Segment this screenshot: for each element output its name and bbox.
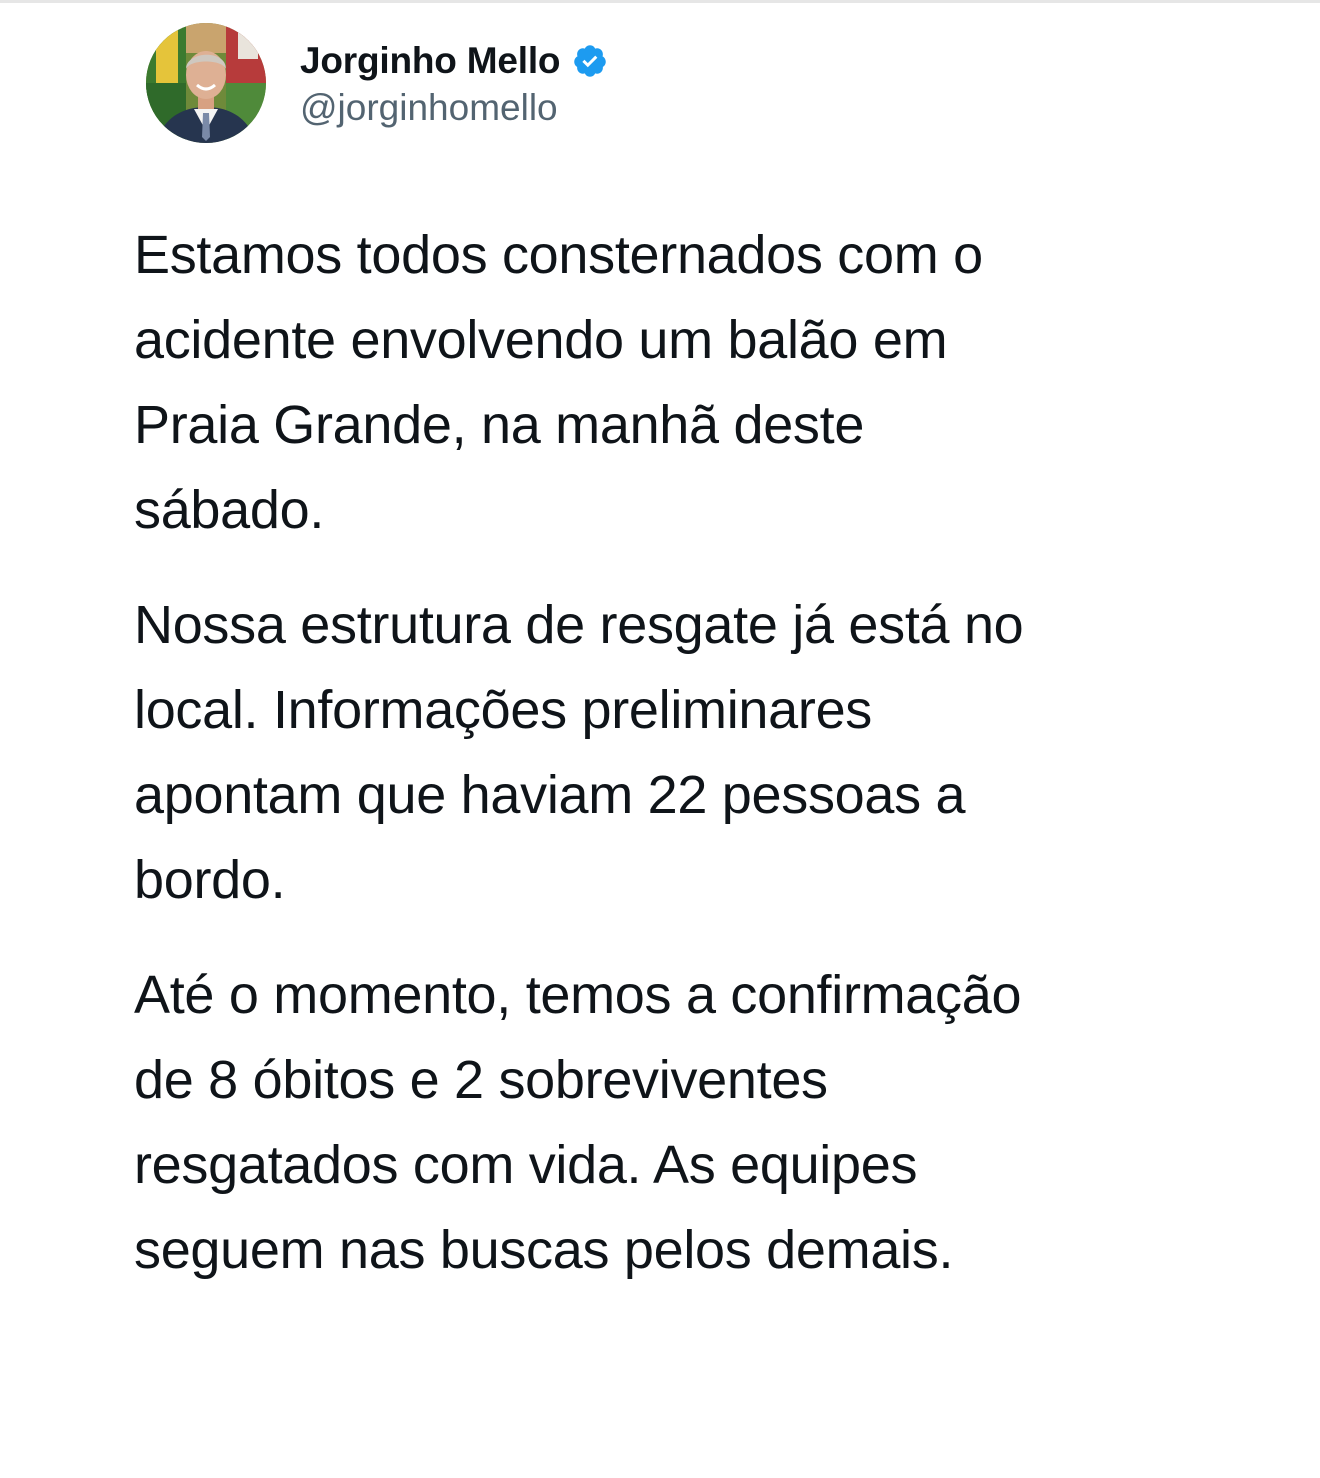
text-line: acidente envolvendo um balão em [134,310,948,370]
text-line: Estamos todos consternados com o [134,225,983,285]
text-line: Praia Grande, na manhã deste [134,395,865,455]
text-line: sábado. [134,480,325,540]
text-line: bordo. [134,850,286,910]
tweet-header [146,22,608,144]
text-line: de 8 óbitos e 2 sobreviventes [134,1050,828,1110]
text-line: Até o momento, temos a confirmação [134,965,1022,1025]
user-handle[interactable]: @jorginhomello [300,87,558,128]
author-names [300,37,608,129]
text-line: Nossa estrutura de resgate já está no [134,595,1024,655]
tweet-text [134,213,1244,1293]
text-line: local. Informações preliminares [134,680,872,740]
tweet-paragraph [134,953,1244,1293]
tweet-paragraph [134,213,1244,553]
avatar-image [146,23,266,143]
text-line: seguem nas buscas pelos demais. [134,1220,954,1280]
verified-badge-icon [572,43,608,79]
display-name-row [300,37,608,85]
avatar[interactable] [146,23,266,143]
display-name[interactable]: Jorginho Mello [300,40,561,81]
text-line: apontam que haviam 22 pessoas a [134,765,966,825]
text-line: resgatados com vida. As equipes [134,1135,918,1195]
tweet-paragraph [134,583,1244,923]
